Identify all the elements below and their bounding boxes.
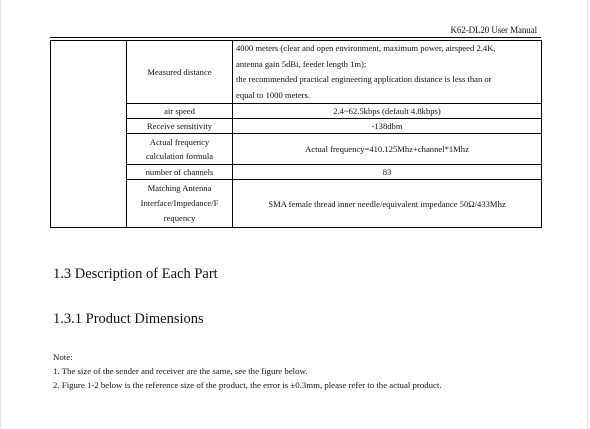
table-value-cell (233, 41, 542, 104)
row-label: requency (163, 213, 196, 223)
table-row (51, 41, 542, 104)
table-value-cell (233, 134, 542, 165)
value-line: 4000 meters (clear and open environment, maximum power, airspeed 2.4K, (236, 43, 496, 53)
table-label-cell (127, 165, 233, 180)
value-line: antenna gain 5dBi, feeder length 1m); (236, 58, 367, 69)
table-label-cell (127, 134, 233, 165)
note-item: 1. The size of the sender and receiver are the same, see the figure below. (53, 366, 308, 376)
header-title: K62-DL20 User Manual (450, 25, 537, 35)
row-label: calculation formula (145, 151, 214, 161)
header-rule (50, 37, 541, 38)
page-right-edge (587, 0, 588, 429)
row-value: 2.4~62.5kbps (default 4.8kbps) (333, 106, 441, 116)
note-heading: Note: (53, 352, 73, 362)
row-label: Measured distance (147, 67, 212, 77)
row-value: Actual frequency=410.125Mhz+channel*1Mhz (305, 144, 469, 154)
row-label: number of channels (145, 167, 214, 177)
section-heading: 1.3 Description of Each Part (53, 266, 218, 282)
spec-table (50, 40, 542, 228)
table-value-cell (233, 119, 542, 134)
row-label: Matching Antenna (147, 183, 212, 193)
value-line: equal to 1000 meters. (236, 89, 310, 100)
table-value-cell (233, 104, 542, 119)
subsection-heading: 1.3.1 Product Dimensions (53, 311, 204, 327)
row-label: air speed (164, 106, 195, 116)
value-line: the recommended practical engineering application distance is less than or (236, 74, 492, 84)
note-block (53, 350, 442, 392)
row-value: -138dbm (371, 121, 403, 131)
row-value: SMA female thread inner needle/equivalent impedance 50Ω/433Mhz (268, 198, 506, 209)
table-value-cell (233, 165, 542, 180)
note-item: 2. Figure 1-2 below is the reference size of the product, the error is ±0.3mm, please refer to the actual product. (53, 380, 442, 390)
row-label: Receive sensitivity (146, 121, 213, 131)
row-label: Interface/Impedance/F (140, 198, 219, 208)
table-value-cell (233, 180, 542, 228)
page-left-edge (0, 0, 1, 429)
table-blank-cell (51, 41, 127, 228)
table-label-cell (127, 104, 233, 119)
table-label-cell (127, 41, 233, 104)
row-label: Actual frequency (149, 136, 210, 147)
table-label-cell (127, 180, 233, 228)
table-label-cell (127, 119, 233, 134)
row-value: 83 (382, 167, 392, 177)
